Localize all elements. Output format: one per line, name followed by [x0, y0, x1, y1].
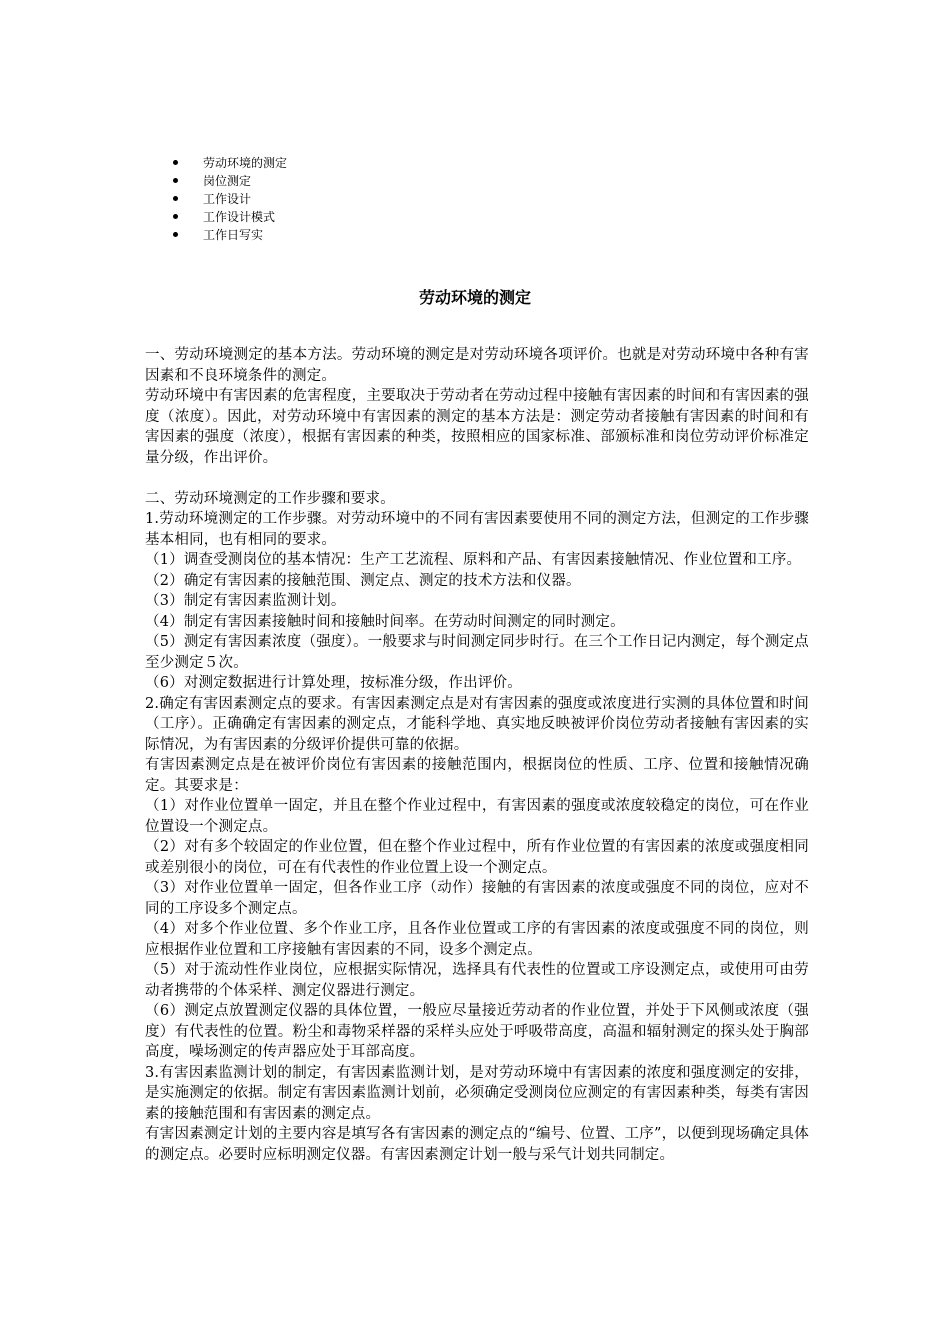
paragraph: （5）对于流动性作业岗位，应根据实际情况，选择具有代表性的位置或工序设测定点，或使用可由劳动者携带的个体采样、测定仪器进行测定。	[145, 962, 809, 999]
paragraph: （6）测定点放置测定仪器的具体位置，一般应尽量接近劳动者的作业位置，并处于下风侧或浓度（强度）有代表性的位置。粉尘和毒物采样器的采样头应处于呼吸带高度，高温和辐射测定的探头处于胸部高度，噪场测定的传声器应处于耳部高度。	[145, 1003, 809, 1060]
paragraph: 有害因素测定点是在被评价岗位有害因素的接触范围内，根据岗位的性质、工序、位置和接触情况确定。其要求是：	[145, 757, 809, 794]
toc-item-label[interactable]: 工作设计	[203, 192, 252, 206]
paragraph: （6）对测定数据进行计算处理，按标准分级，作出评价。	[145, 675, 522, 691]
toc-item[interactable]	[170, 226, 287, 244]
paragraph: （3）对作业位置单一固定，但各作业工序（动作）接触的有害因素的浓度或强度不同的岗位，应对不同的工序设多个测定点。	[145, 880, 809, 917]
bullet-icon	[173, 232, 178, 237]
paragraph: （4）对多个作业位置、多个作业工序，且各作业位置或工序的有害因素的浓度或强度不同的岗位，则应根据作业位置和工序接触有害因素的不同，设多个测定点。	[145, 921, 809, 958]
paragraph: 1.劳动环境测定的工作步骤。对劳动环境中的不同有害因素要使用不同的测定方法，但测定的工作步骤基本相同，也有相同的要求。	[145, 511, 809, 548]
paragraph: 有害因素测定计划的主要内容是填写各有害因素的测定点的“编号、位置、工序”，以便到现场确定具体的测定点。必要时应标明测定仪器。有害因素测定计划一般与采气计划共同制定。	[145, 1126, 809, 1163]
paragraph: （2）确定有害因素的接触范围、测定点、测定的技术方法和仪器。	[145, 572, 581, 589]
bullet-icon	[173, 160, 178, 165]
toc-list	[170, 154, 287, 244]
paragraph: 二、劳动环境测定的工作步骤和要求。	[145, 490, 395, 507]
toc-item-label[interactable]: 工作设计模式	[203, 210, 276, 224]
paragraph: 劳动环境中有害因素的危害程度，主要取决于劳动者在劳动过程中接触有害因素的时间和有害因素的强度（浓度）。因此，对劳动环境中有害因素的测定的基本方法是：测定劳动者接触有害因素的时间和有害因素的强度（浓度），根据有害因素的种类，按照相应的国家标准、部颁标准和岗位劳动评价标准定量分级，作出评价。	[145, 388, 809, 466]
toc-item[interactable]	[170, 154, 287, 172]
toc-item[interactable]	[170, 190, 287, 208]
toc-item-label[interactable]: 工作日写实	[203, 228, 264, 242]
toc-item-label[interactable]: 劳动环境的测定	[203, 156, 288, 170]
paragraph: 2.确定有害因素测定点的要求。有害因素测定点是对有害因素的强度或浓度进行实测的具体位置和时间（工序）。正确确定有害因素的测定点，才能科学地、真实地反映被评价岗位劳动者接触有害因素的实际情况，为有害因素的分级评价提供可靠的依据。	[145, 695, 809, 753]
paragraph: （2）对有多个较固定的作业位置，但在整个作业过程中，所有作业位置的有害因素的浓度或强度相同或差别很小的岗位，可在有代表性的作业位置上设一个测定点。	[145, 839, 809, 876]
paragraph: （5）测定有害因素浓度（强度）。一般要求与时间测定同步时行。在三个工作日记内测定，每个测定点至少测定５次。	[145, 634, 809, 671]
page-title: 劳动环境的测定	[418, 288, 531, 307]
document-body	[145, 345, 809, 1165]
paragraph: （1）对作业位置单一固定，并且在整个作业过程中，有害因素的强度或浓度较稳定的岗位，可在作业位置设一个测定点。	[145, 798, 809, 835]
paragraph: （3）制定有害因素监测计划。	[145, 593, 346, 609]
paragraph: 一、劳动环境测定的基本方法。劳动环境的测定是对劳动环境各项评价。也就是对劳动环境中各种有害因素和不良环境条件的测定。	[145, 347, 809, 384]
bullet-icon	[173, 178, 178, 183]
bullet-icon	[173, 214, 178, 219]
blank-paragraph	[145, 468, 809, 489]
paragraph: （1）调查受测岗位的基本情况：生产工艺流程、原料和产品、有害因素接触情况、作业位置和工序。	[145, 552, 802, 568]
paragraph: 3.有害因素监测计划的制定，有害因素监测计划，是对劳动环境中有害因素的浓度和强度测定的安排，是实施测定的依据。制定有害因素监测计划前，必须确定受测岗位应测定的有害因素种类，每类有害因素的接触范围和有害因素的测定点。	[145, 1064, 809, 1122]
toc-item[interactable]	[170, 172, 287, 190]
toc-item-label[interactable]: 岗位测定	[203, 174, 252, 188]
toc-item[interactable]	[170, 208, 287, 226]
bullet-icon	[173, 196, 178, 201]
paragraph: （4）制定有害因素接触时间和接触时间率。在劳动时间测定的同时测定。	[145, 613, 625, 630]
